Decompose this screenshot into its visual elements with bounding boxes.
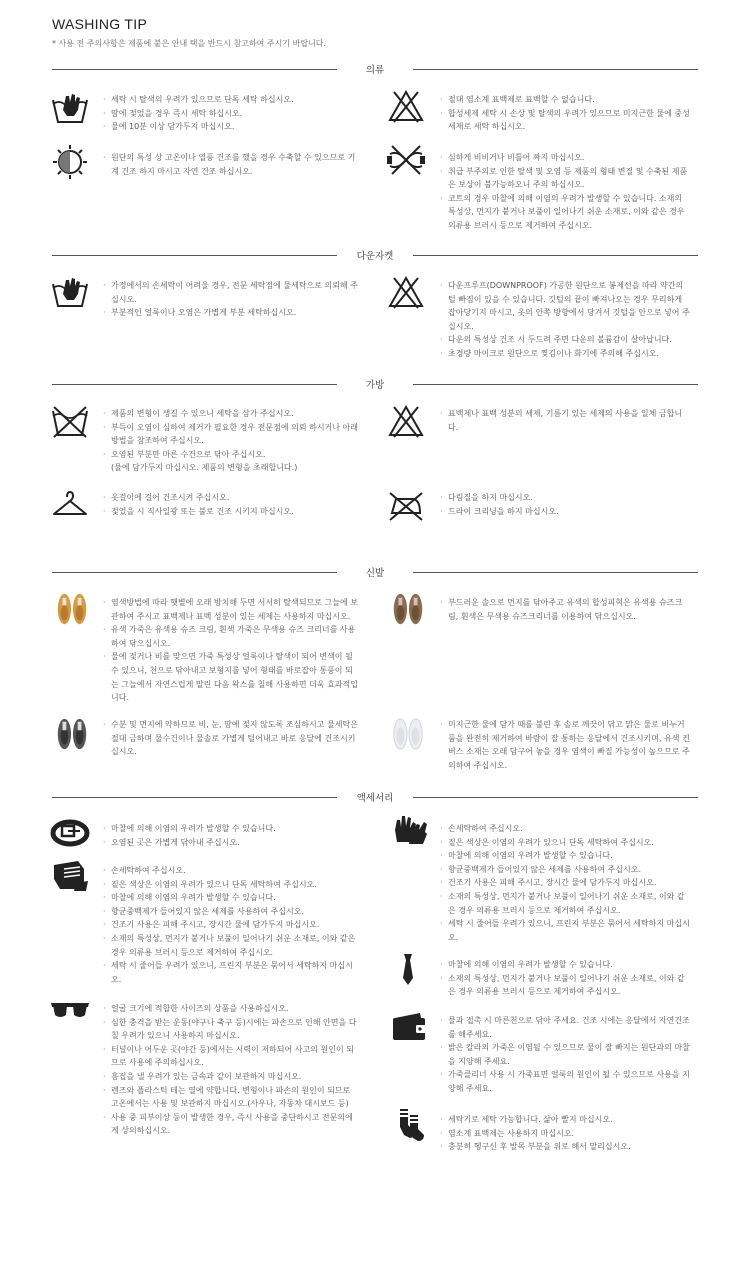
no-ironing-icon (386, 487, 426, 523)
list-item: · 제품의 변형이 생길 수 있으니 세탁을 삼가 주십시오. (103, 407, 358, 421)
list-item: · 다운프루프(DOWNPROOF) 가공한 원단으로 봉제선을 따라 약간의 털 빠짐이 있을 수 있습니다. 깃털의 끝이 빠져나오는 경우 무리하게 잡아당기지 마시고, 옷의 안쪽 방향에서 당겨서 깃털을 안으로 넣어 주십시오. (440, 279, 690, 333)
list-item: · 물에 10분 이상 담가두지 마십시오. (103, 120, 358, 134)
text-block (103, 864, 358, 986)
text-block (103, 279, 358, 320)
list-item: · 취급 부주의로 인한 탈색 및 오염 등 제품의 형태 변질 및 수축된 제품은 보상이 불가능하오니 주의 하십시오. (440, 165, 690, 192)
no-wring-icon (386, 142, 426, 178)
list-item: · 다림질을 하지 마십시오. (440, 491, 690, 505)
list-item: · 향균중백제가 들어있지 않은 세제를 사용하여 주십시오. (103, 905, 358, 919)
section-title: 신발 (365, 568, 385, 579)
list-item: · 소재의 특성상, 먼지가 붙거나 보풀이 일어나기 쉬운 소재로, 이와 같은 경우 의류용 브러시 등으로 제거하여 주십시오. (440, 890, 690, 917)
list-item: · 젖었을 시 직사일광 또는 불로 건조 시키지 마십시오. (103, 505, 358, 519)
section-header-clothing (52, 62, 698, 78)
do-not-wash-icon (50, 403, 90, 439)
hand-wash-icon (50, 274, 90, 310)
list-item: · 소재의 특성상, 먼지가 붙거나 보풀이 일어나기 쉬운 소재로, 이와 같은 경우 의류용 브러시 등으로 제거하여 주십시오. (103, 932, 358, 959)
list-item: · 가정에서의 손세탁이 어려울 경우, 전문 세탁점에 물세탁으로 의뢰해 주십시오. (103, 279, 358, 306)
section-header-downjacket (52, 248, 698, 264)
gray-sneakers-icon (52, 717, 92, 755)
section-title: 액세서리 (356, 793, 394, 804)
belt-icon (50, 815, 90, 851)
section-title: 가방 (365, 380, 385, 391)
text-block (440, 822, 690, 944)
white-sneakers-icon (388, 717, 428, 755)
hanger-icon (50, 487, 90, 523)
list-item: · 마찰에 의해 이염의 우려가 발생할 수 있습니다. (103, 891, 358, 905)
no-bleach-icon (386, 274, 426, 310)
list-item: · 염소계 표백제는 사용하지 마십시오. (440, 1127, 690, 1141)
text-block (440, 407, 690, 434)
list-item: (물에 담가두지 마십시오. 제품의 변형을 초래합니다.) (111, 463, 298, 473)
list-item: · 오염된 부분만 마른 수건으로 닦아 주십시오. (103, 448, 358, 462)
list-item: · 세탁 시 줄어들 우려가 있으니, 프린지 부분은 묶어서 세탁하지 마십시오. (103, 959, 358, 986)
text-block (440, 151, 690, 233)
text-block (103, 596, 358, 705)
text-block (440, 1014, 690, 1096)
brown-leather-shoes-icon (388, 592, 428, 630)
text-block (103, 491, 358, 518)
list-item: · 초경량 마이크로 원단으로 찢김이나 화기에 주의해 주십시오. (440, 347, 690, 361)
section-header-shoes (52, 565, 698, 581)
list-item: · 드라이 크리닝을 하지 마십시오. (440, 505, 690, 519)
list-item: · 절대 염소계 표백제로 표백할 수 없습니다. (440, 93, 690, 107)
list-item: · 미지근한 물에 담가 때를 불린 후 솔로 깨끗이 닦고 맑은 물로 비누거품을 완전히 제거하여 바람이 잘 통하는 응달에서 건조시키며, 유색 컨버스 소재는 오래 담구어 놓을 경우 염색이 빠질 가능성이 높으므로 주의하여 주십시오. (440, 718, 690, 772)
no-tumble-dry-icon (50, 144, 90, 180)
list-item: · 다운의 특성상 건조 시 두드려 주면 다운의 볼륨감이 살아납니다. (440, 333, 690, 347)
list-item: · 충분히 헹구신 후 발목 부분을 위로 해서 말리십시오. (440, 1140, 690, 1154)
list-item: · 마찰에 의해 이염의 우려가 발생할 수 있습니다. (103, 822, 358, 836)
no-bleach-icon (386, 403, 426, 439)
list-item: · 부드러운 솔으로 먼지를 닦아주고 유색의 합성피혁은 유색용 슈즈크림, 흰색은 무색용 슈즈크리너를 이용하여 닦으십시오. (440, 596, 690, 623)
tan-leather-shoes-icon (52, 592, 92, 630)
list-item: · 흠집을 낼 우려가 있는 금속과 같이 보관하지 마십시오. (103, 1070, 358, 1084)
list-item: · 마찰에 의해 이염의 우려가 발생할 수 있습니다. (440, 849, 690, 863)
list-item: · 심한 충격을 받는 운동(야구나 축구 등)시에는 파손으로 인해 안면을 다칠 우려가 있으니 사용하지 마십시오. (103, 1016, 358, 1043)
text-block (103, 1002, 358, 1138)
list-item: · 세탁 시 줄어들 우려가 있으니, 프린지 부분은 묶어서 세탁하지 마십시오. (440, 917, 690, 944)
list-item: · 유색 가죽은 유색용 슈즈 크림, 흰색 가죽은 무색용 슈즈 크리너를 사용하여 닦으십시오. (103, 623, 358, 650)
list-item: · 부득이 오염이 심하여 제거가 필요한 경우 전문점에 의뢰 하시거나 아래 방법을 참조하여 주십시오. (103, 421, 358, 448)
list-item: · 얼굴 크기에 적합한 사이즈의 상품을 사용하십시오. (103, 1002, 358, 1016)
text-block (103, 93, 358, 134)
list-item: · 렌즈와 플라스틱 테는 열에 약합니다. 변형이나 파손의 원인이 되므로 고온에서는 사용 및 보관하지 마십시오.(사우나, 자동차 대시보드 등) (103, 1084, 358, 1111)
list-item: · 물과 접촉 시 마른천으로 닦아 주세요. 건조 시에는 응달에서 자연건조를 해주세요. (440, 1014, 690, 1041)
list-item: · 세탁기로 세탁 가능합니다. 삶아 빨지 마십시오. (440, 1113, 690, 1127)
list-item: · 손세탁하여 주십시오. (103, 864, 358, 878)
list-item: · 가죽클리너 사용 시 가죽표면 얼룩의 원인이 될 수 있으므로 사용을 지양해 주세요. (440, 1068, 690, 1095)
text-block (103, 407, 358, 475)
text-block (440, 718, 690, 772)
list-item: · 건조기 사용은 피해 주시고, 장시간 물에 담가두지 마십시오. (103, 918, 358, 932)
no-bleach-icon (386, 88, 426, 124)
text-block (103, 718, 358, 759)
list-item: · 사용 중 피부이상 등이 발생한 경우, 즉시 사용을 중단하시고 전문의에게 상의하십시오. (103, 1111, 358, 1138)
text-block (440, 93, 690, 134)
scarf-icon (50, 859, 90, 895)
list-item: · 표백제나 표백 성분의 세제, 기름기 있는 세제의 사용을 일체 금합니다. (440, 407, 690, 434)
section-title: 의류 (365, 65, 385, 76)
list-item: · 땀에 젖었을 경우 즉시 세탁 하십시오. (103, 107, 358, 121)
text-block (440, 958, 690, 999)
section-header-accessory (52, 790, 698, 806)
list-item: · 옷걸이에 걸어 건조시켜 주십시오. (103, 491, 358, 505)
list-item: · 마찰에 의해 이염의 우려가 발생할 수 있습니다. (440, 958, 690, 972)
page-title: WASHING TIP (52, 16, 148, 32)
gloves-icon (391, 812, 431, 848)
necktie-icon (388, 952, 428, 988)
text-block (440, 279, 690, 361)
text-block (440, 491, 690, 518)
page-subtitle: * 사용 전 주의사항은 제품에 붙은 안내 택을 반드시 참고하여 주시기 바랍니다. (52, 39, 327, 48)
list-item: · 터널이나 어두운 곳(야간 등)에서는 시력이 저하되어 사고의 원인이 되므로 사용에 주의하십시오. (103, 1043, 358, 1070)
list-item: · 짙은 색상은 이염의 우려가 있으니 단독 세탁하여 주십시오. (103, 878, 358, 892)
list-item: · 오염된 곳은 가볍게 닦아내 주십시오. (103, 836, 358, 850)
list-item: · 합성세제 세탁 시 손상 및 탈색의 우려가 있으므로 미지근한 물에 중성세제로 세탁 하십시오. (440, 107, 690, 134)
text-block (440, 596, 690, 623)
list-item: · 수분 및 먼지에 약하므로 비, 눈, 땀에 젖지 않도록 조심하시고 물세탁은 절대 금하며 물수건이나 물솔로 가볍게 털어내고 바로 응달에 건조시키십시오. (103, 718, 358, 759)
list-item: · 코트의 경우 마찰에 의해 이염의 우려가 발생할 수 있습니다. 소재의 특성상, 먼지가 붙거나 보풀이 일어나기 쉬운 소재로, 이와 같은 경우 의류용 브러시 등으로 제거하여 주십시오. (440, 192, 690, 233)
list-item: · 손세탁하여 주십시오. (440, 822, 690, 836)
text-block (440, 1113, 690, 1154)
list-item: · 세탁 시 탈색의 우려가 있으므로 단독 세탁 하십시오. (103, 93, 358, 107)
list-item: · 물에 젖거나 비를 맞으면 가죽 특성상 얼룩이나 탈색이 되어 변색이 될 수 있으니, 천으로 닦아내고 보형지를 넣어 형태를 바로잡아 통풍이 되는 그늘에서 자연스럽게 말린 다음 왁스를 칠해 사용하면 더욱 효과적입니다. (103, 650, 358, 704)
list-item: · 소재의 특성상, 먼지가 붙거나 보풀이 일어나기 쉬운 소재로, 이와 같은 경우 의류용 브러시 등으로 제거하여 주십시오. (440, 972, 690, 999)
socks-icon (390, 1107, 430, 1143)
list-item: · 부분적인 얼룩이나 오염은 가볍게 부분 세탁하십시오. (103, 306, 358, 320)
list-item: · 밝은 칼라의 가죽은 이염될 수 있으므로 물이 잘 빠지는 원단과의 마찰을 지양해 주세요. (440, 1041, 690, 1068)
list-item: · 염색방법에 따라 햇볕에 오래 방치해 두면 서서히 탈색되므로 그늘에 보관하여 주시고 표백제나 표백 성분이 있는 세제는 사용하지 마십시오. (103, 596, 358, 623)
wallet-icon (390, 1010, 430, 1046)
list-item: · 향균중백제가 들어있지 않은 세제를 사용하여 주십시오. (440, 863, 690, 877)
sunglasses-icon (50, 991, 90, 1027)
section-header-bag (52, 377, 698, 393)
section-title: 다운자켓 (356, 251, 394, 262)
list-item: · 건조기 사용은 피해 주시고, 장시간 물에 담가두지 마십시오. (440, 876, 690, 890)
list-item: · 심하게 비비거나 비틀어 짜지 마십시오. (440, 151, 690, 165)
text-block (103, 151, 358, 178)
list-item: · 원단의 특성 상 고온이나 열풍 건조를 했을 경우 수축할 수 있으므로 기계 건조 하지 마시고 자연 건조 하십시오. (103, 151, 358, 178)
hand-wash-icon (50, 90, 90, 126)
list-item: · 짙은 색상은 이염의 우려가 있으니 단독 세탁하여 주십시오. (440, 836, 690, 850)
text-block (103, 822, 358, 849)
